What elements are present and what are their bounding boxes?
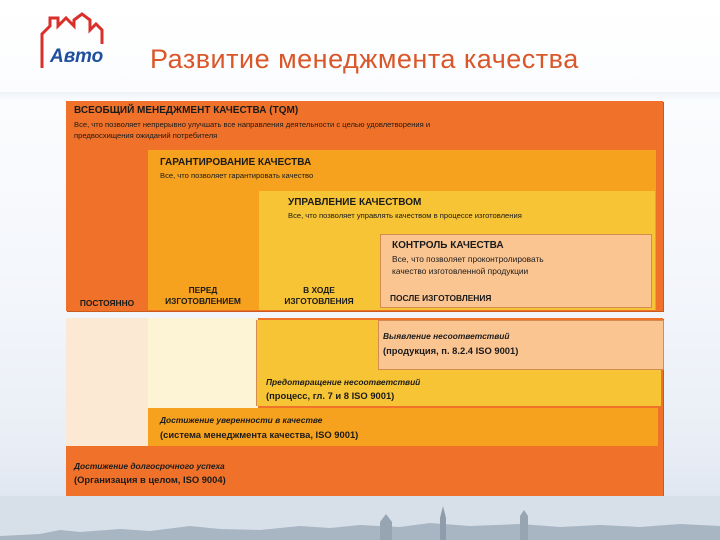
page-title: Развитие менеджмента качества	[150, 44, 579, 74]
qa-desc: Все, что позволяет гарантировать качество	[160, 171, 314, 180]
qa-title: ГАРАНТИРОВАНИЕ КАЧЕСТВА	[160, 157, 312, 168]
prevention-title: Предотвращение несоответствий	[266, 377, 421, 387]
success-title: Достижение долгосрочного успеха	[74, 461, 225, 471]
tqm-desc-line1: Все, что позволяет непрерывно улучшать все направления деятельности с целью удовлетворения и	[74, 120, 431, 129]
tqm-desc-line2: предвосхищения ожиданий потребителя	[74, 131, 218, 140]
confidence-scope: (система менеджмента качества, ISO 9001)	[160, 429, 359, 440]
success-scope: (Организация в целом, ISO 9004)	[74, 474, 226, 485]
stage-after: ПОСЛЕ ИЗГОТОВЛЕНИЯ	[390, 293, 492, 303]
confidence-title: Достижение уверенности в качестве	[160, 415, 323, 425]
nonconformity-scope: (продукция, п. 8.2.4 ISO 9001)	[383, 345, 519, 356]
qc-desc-line1: Все, что позволяет проконтролировать	[392, 254, 544, 264]
nonconformity-title: Выявление несоответствий	[383, 331, 510, 341]
qc-title: КОНТРОЛЬ КАЧЕСТВА	[392, 240, 504, 251]
header-divider	[0, 92, 720, 100]
stage-before-line2: ИЗГОТОВЛЕНИЕМ	[165, 296, 241, 306]
prevention-scope: (процесс, гл. 7 и 8 ISO 9001)	[266, 390, 395, 401]
bottom-panel-left	[66, 318, 148, 446]
stage-always: ПОСТОЯННО	[79, 298, 135, 308]
qm-desc: Все, что позволяет управлять качеством в процессе изготовления	[288, 211, 522, 220]
company-logo	[36, 10, 120, 72]
confidence-box	[148, 408, 658, 446]
qc-desc-line2: качество изготовленной продукции	[392, 266, 529, 276]
stage-before-line1: ПЕРЕД	[188, 285, 218, 295]
city-skyline-image	[0, 496, 720, 540]
stage-during-line1: В ХОДЕ	[303, 285, 335, 295]
bottom-panel-strip	[148, 318, 258, 408]
stage-during-line2: ИЗГОТОВЛЕНИЯ	[284, 296, 354, 306]
logo-text: Авто	[50, 46, 104, 67]
qm-title: УПРАВЛЕНИЕ КАЧЕСТВОМ	[288, 197, 422, 208]
tqm-title: ВСЕОБЩИЙ МЕНЕДЖМЕНТ КАЧЕСТВА (TQM)	[74, 105, 299, 116]
